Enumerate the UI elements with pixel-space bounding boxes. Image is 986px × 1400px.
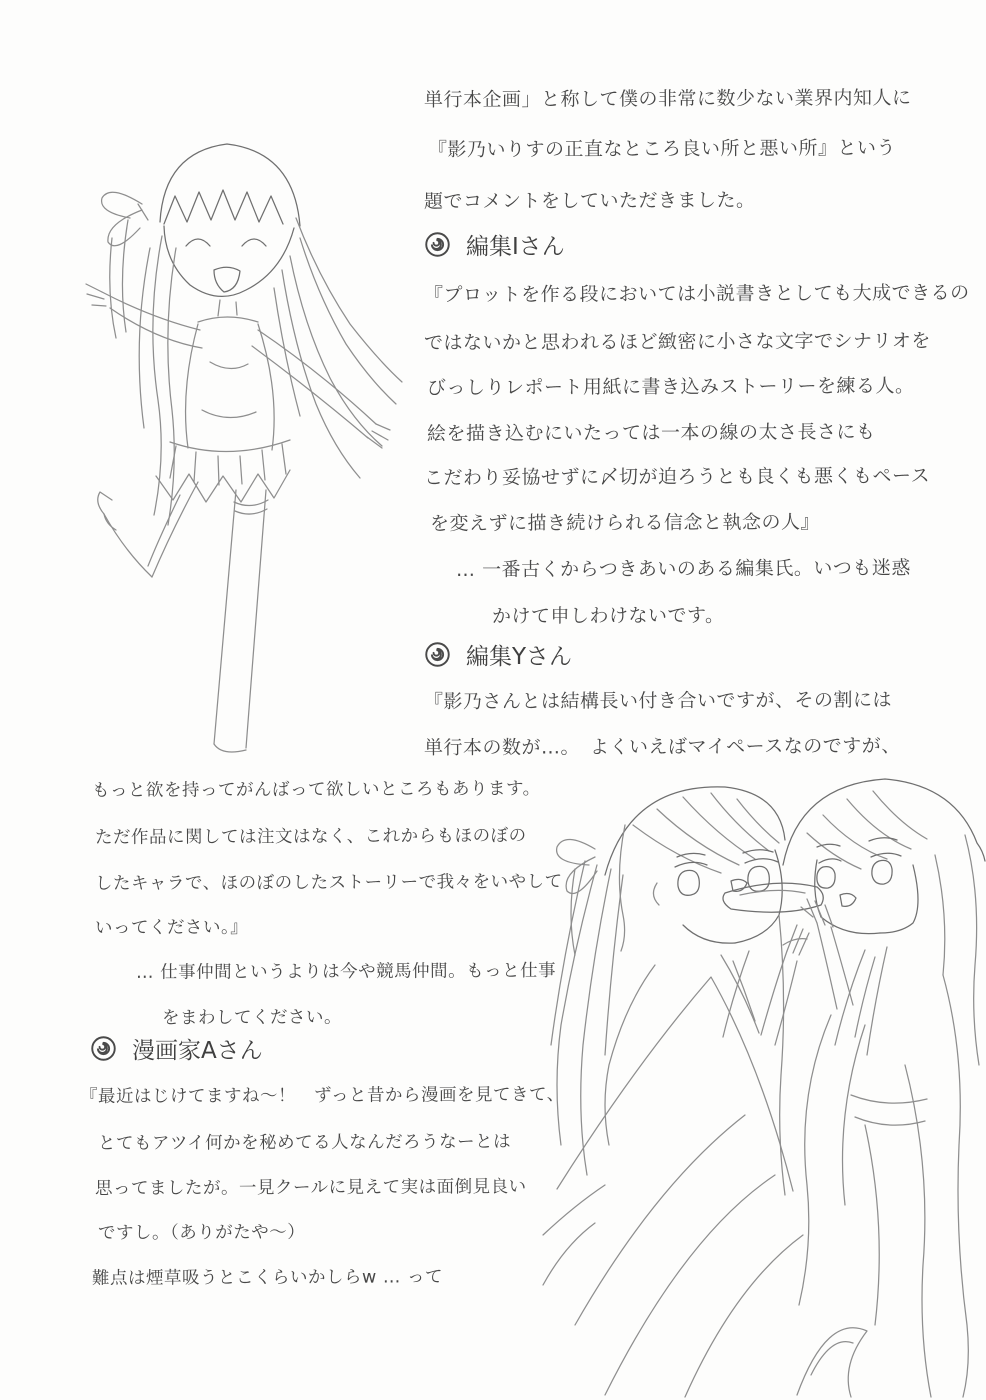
- comment-line: 単行本の数が…。 よくいえばマイペースなのですが、: [423, 734, 901, 760]
- comment-line: 『プロットを作る段においては小説書きとしても大成できるの: [423, 281, 970, 307]
- comment-line: とてもアツイ何かを秘めてる人なんだろうなーとは: [97, 1132, 512, 1154]
- comment-line: 『影乃さんとは結構長い付き合いですが、その割には: [423, 688, 893, 714]
- comment-line: 難点は煙草吸うとこくらいかしらw … って: [91, 1267, 443, 1289]
- section-header-label: 漫画家Aさん: [132, 1038, 263, 1064]
- comment-line: したキャラで、ほのぼのしたストーリーで我々をいやして: [94, 871, 563, 895]
- section-header-mangaka-a: [90, 1032, 263, 1065]
- comment-note-line: … 仕事仲間というよりは今や競馬仲間。もっと仕事: [135, 961, 557, 983]
- comment-line: もっと欲を持ってがんばって欲しいところもあります。: [91, 779, 541, 801]
- spiral-bullet-icon: [424, 641, 451, 668]
- two-girls-sharing-snack-illustration: [535, 765, 986, 1400]
- intro-line: 題でコメントをしていただきました。: [423, 189, 756, 213]
- comment-line: ではないかと思われるほど緻密に小さな文字でシナリオを: [423, 329, 931, 355]
- section-header-label: 編集Yさん: [466, 644, 573, 670]
- comment-line: 思ってましたが。一見クールに見えて実は面倒見良い: [94, 1177, 527, 1199]
- spiral-bullet-icon: [90, 1035, 117, 1062]
- comment-note-line: をまわしてください。: [161, 1007, 343, 1029]
- comment-line: を変えずに描き続けられる信念と執念の人』: [429, 511, 821, 535]
- comment-line: 絵を描き込むにいたっては一本の線の太さ長さにも: [426, 421, 876, 445]
- section-header-editor-y: [424, 638, 572, 671]
- comment-note-line: かけて申しわけないです。: [491, 604, 725, 628]
- comment-line: ただ作品に関しては注文はなく、これからもほのぼの: [94, 826, 527, 848]
- comment-note-line: … 一番古くからつきあいのある編集氏。いつも迷惑: [455, 557, 911, 581]
- comment-line: ですし。（ありがたや～）: [97, 1222, 306, 1244]
- comment-line: いってください。』: [94, 917, 249, 939]
- comment-line: びっしりレポート用紙に書き込みストーリーを練る人。: [426, 374, 915, 400]
- section-header-editor-i: [424, 228, 565, 261]
- spiral-bullet-icon: [424, 231, 451, 258]
- comment-line: 『最近はじけてますね～！ ずっと昔から漫画を見てきて、: [79, 1084, 565, 1108]
- running-girl-illustration: [52, 100, 424, 760]
- comment-line: こだわり妥協せずに〆切が迫ろうとも良くも悪くもペース: [423, 464, 931, 490]
- intro-line: 単行本企画」と称して僕の非常に数少ない業界内知人に: [423, 86, 912, 112]
- section-header-label: 編集Iさん: [466, 234, 565, 260]
- intro-line: 『影乃いりすの正直なところ良い所と悪い所』という: [427, 136, 897, 162]
